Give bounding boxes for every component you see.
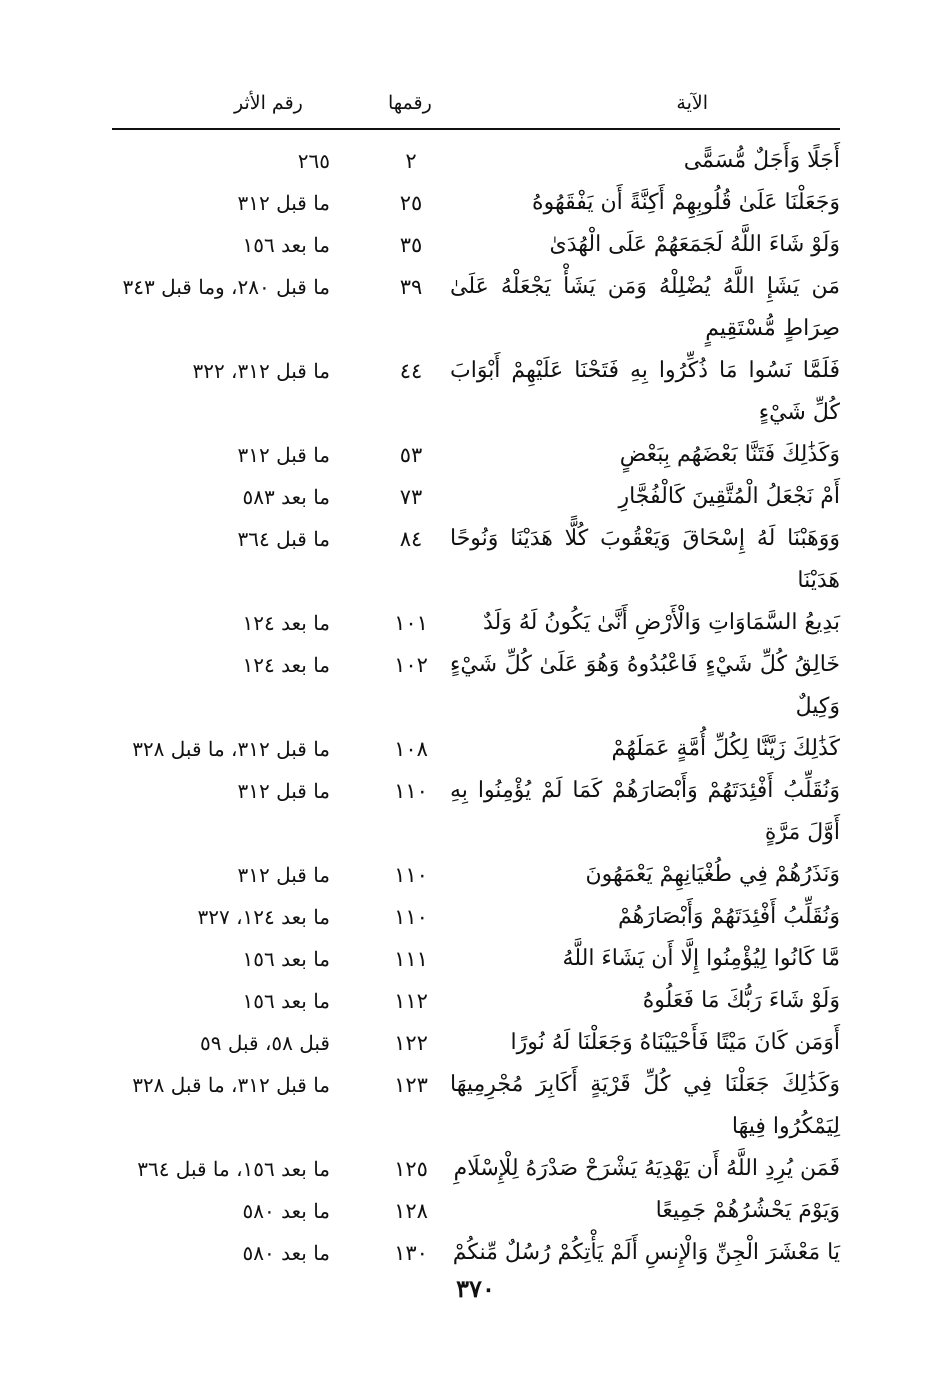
verse-text: فَمَن يُرِدِ اللَّهُ أَن يَهْدِيَهُ يَشْرَحْ صَدْرَهُ لِلْإِسْلَامِ xyxy=(453,1156,840,1181)
verse-number: ٤٤ xyxy=(399,359,423,383)
table-row xyxy=(112,1190,840,1232)
table-row xyxy=(112,980,840,1022)
verse-text: بَدِيعُ السَّمَاوَاتِ وَالْأَرْضِ أَنَّىٰ يَكُونُ لَهُ وَلَدٌ xyxy=(482,610,840,635)
reference-number: ما بعد ٥٨٠ xyxy=(242,1241,330,1265)
table-row xyxy=(112,854,840,896)
verse-number: ٣٩ xyxy=(399,275,423,299)
verse-number: ٧٣ xyxy=(399,485,423,509)
table-row xyxy=(112,224,840,266)
verse-number: ١٠١ xyxy=(394,611,428,635)
reference-number: ما بعد ١٢٤ xyxy=(242,653,330,677)
reference-number: ما قبل ٣١٢ xyxy=(237,779,330,803)
reference-number: ما قبل ٣١٢، ما قبل ٣٢٨ xyxy=(132,737,330,761)
table-row xyxy=(112,350,840,434)
reference-column-header: رقم الأثر xyxy=(234,92,303,114)
verse-text: مَّا كَانُوا لِيُؤْمِنُوا إِلَّا أَن يَشَاءَ اللَّهُ xyxy=(562,946,840,971)
verse-number: ١١٠ xyxy=(394,863,428,887)
reference-number: ما بعد ١٥٦ xyxy=(242,989,330,1013)
reference-number: ما بعد ١٥٦ xyxy=(242,947,330,971)
table-row xyxy=(112,182,840,224)
page-number: ٣٧٠ xyxy=(456,1274,495,1303)
verse-text: وَلَوْ شَاءَ اللَّهُ لَجَمَعَهُمْ عَلَى الْهُدَىٰ xyxy=(549,232,840,257)
table-row xyxy=(112,1232,840,1274)
table-row xyxy=(112,938,840,980)
reference-number: ما قبل ٣١٢ xyxy=(237,191,330,215)
verse-text: وَكَذَٰلِكَ جَعَلْنَا فِي كُلِّ قَرْيَةٍ أَكَابِرَ مُجْرِمِيهَا لِيَمْكُرُوا فِيهَا xyxy=(450,1072,840,1139)
verse-text: وَكَذَٰلِكَ فَتَنَّا بَعْضَهُم بِبَعْضٍ xyxy=(619,442,840,467)
table-header xyxy=(112,88,840,130)
verse-text: أَوَمَن كَانَ مَيْتًا فَأَحْيَيْنَاهُ وَجَعَلْنَا لَهُ نُورًا xyxy=(510,1030,840,1055)
verse-text: وَجَعَلْنَا عَلَىٰ قُلُوبِهِمْ أَكِنَّةً أَن يَفْقَهُوهُ xyxy=(532,190,840,215)
verse-text: وَوَهَبْنَا لَهُ إِسْحَاقَ وَيَعْقُوبَ كُلًّا هَدَيْنَا وَنُوحًا هَدَيْنَا xyxy=(450,526,840,593)
verse-number: ٢٥ xyxy=(399,191,423,215)
reference-number: ما قبل ٣١٢ xyxy=(237,863,330,887)
verse-number: ٨٤ xyxy=(399,527,423,551)
reference-number: ما بعد ٥٨٠ xyxy=(242,1199,330,1223)
table-row xyxy=(112,896,840,938)
verse-number: ١١٠ xyxy=(394,905,428,929)
verse-text: أَجَلًا وَأَجَلٌ مُّسَمًّى xyxy=(683,148,840,173)
table-row xyxy=(112,770,840,854)
verse-text: خَالِقُ كُلِّ شَيْءٍ فَاعْبُدُوهُ وَهُوَ عَلَىٰ كُلِّ شَيْءٍ وَكِيلٌ xyxy=(450,652,840,719)
reference-number: ما بعد ١٢٤، ٣٢٧ xyxy=(197,905,330,929)
verse-text: يَا مَعْشَرَ الْجِنِّ وَالْإِنسِ أَلَمْ يَأْتِكُمْ رُسُلٌ مِّنكُمْ xyxy=(452,1240,840,1265)
reference-number: ما قبل ٣١٢، ما قبل ٣٢٨ xyxy=(132,1073,330,1097)
table-row xyxy=(112,1022,840,1064)
reference-number: ما قبل ٢٨٠، وما قبل ٣٤٣ xyxy=(122,275,330,299)
table-row xyxy=(112,518,840,602)
reference-number: ما بعد ١٥٦، ما قبل ٣٦٤ xyxy=(137,1157,330,1181)
verse-text: وَنَذَرُهُمْ فِي طُغْيَانِهِمْ يَعْمَهُونَ xyxy=(585,862,840,887)
verse-number: ١٣٠ xyxy=(394,1241,428,1265)
table-row xyxy=(112,644,840,728)
verse-number: ١١١ xyxy=(394,947,428,971)
reference-number: ما بعد ٥٨٣ xyxy=(242,485,330,509)
verse-text: وَيَوْمَ يَحْشُرُهُمْ جَمِيعًا xyxy=(655,1198,840,1223)
table-row xyxy=(112,140,840,182)
reference-number: ما قبل ٣٦٤ xyxy=(237,527,330,551)
verse-number-column-header: رقمها xyxy=(388,92,432,114)
table-row xyxy=(112,434,840,476)
verse-number: ٥٣ xyxy=(399,443,423,467)
verse-number: ١١٢ xyxy=(394,989,428,1013)
verse-number: ١١٠ xyxy=(394,779,428,803)
table-row xyxy=(112,602,840,644)
verse-number: ١٢٢ xyxy=(394,1031,428,1055)
verse-text: وَنُقَلِّبُ أَفْئِدَتَهُمْ وَأَبْصَارَهُمْ xyxy=(618,904,840,929)
verse-number: ١٠٢ xyxy=(394,653,428,677)
table-row xyxy=(112,728,840,770)
table-row xyxy=(112,266,840,350)
verse-column-header: الآية xyxy=(676,92,708,114)
verse-text: كَذَٰلِكَ زَيَّنَّا لِكُلِّ أُمَّةٍ عَمَلَهُمْ xyxy=(611,736,840,761)
verse-number: ١٠٨ xyxy=(394,737,428,761)
verse-number: ٢ xyxy=(405,149,417,173)
verse-text: وَلَوْ شَاءَ رَبُّكَ مَا فَعَلُوهُ xyxy=(642,988,840,1013)
verse-number: ١٢٣ xyxy=(394,1073,428,1097)
table-row xyxy=(112,1064,840,1148)
reference-number: ما قبل ٣١٢، ٣٢٢ xyxy=(192,359,330,383)
reference-number: ما بعد ١٥٦ xyxy=(242,233,330,257)
reference-number: ما بعد ١٢٤ xyxy=(242,611,330,635)
verse-text: أَمْ نَجْعَلُ الْمُتَّقِينَ كَالْفُجَّارِ xyxy=(618,484,840,509)
index-rows xyxy=(112,140,840,1274)
reference-number: ٢٦٥ xyxy=(297,149,330,173)
reference-number: ما قبل ٣١٢ xyxy=(237,443,330,467)
verse-text: فَلَمَّا نَسُوا مَا ذُكِّرُوا بِهِ فَتَحْنَا عَلَيْهِمْ أَبْوَابَ كُلِّ شَيْءٍ xyxy=(450,358,840,425)
table-row xyxy=(112,476,840,518)
verse-text: مَن يَشَإِ اللَّهُ يُضْلِلْهُ وَمَن يَشَأْ يَجْعَلْهُ عَلَىٰ صِرَاطٍ مُّسْتَقِيمٍ xyxy=(450,274,840,341)
verse-text: وَنُقَلِّبُ أَفْئِدَتَهُمْ وَأَبْصَارَهُمْ كَمَا لَمْ يُؤْمِنُوا بِهِ أَوَّلَ مَرَّةٍ xyxy=(450,778,840,845)
verse-number: ١٢٨ xyxy=(394,1199,428,1223)
reference-number: قبل ٥٨، قبل ٥٩ xyxy=(200,1031,330,1055)
verse-number: ٣٥ xyxy=(399,233,423,257)
table-row xyxy=(112,1148,840,1190)
verse-number: ١٢٥ xyxy=(394,1157,428,1181)
